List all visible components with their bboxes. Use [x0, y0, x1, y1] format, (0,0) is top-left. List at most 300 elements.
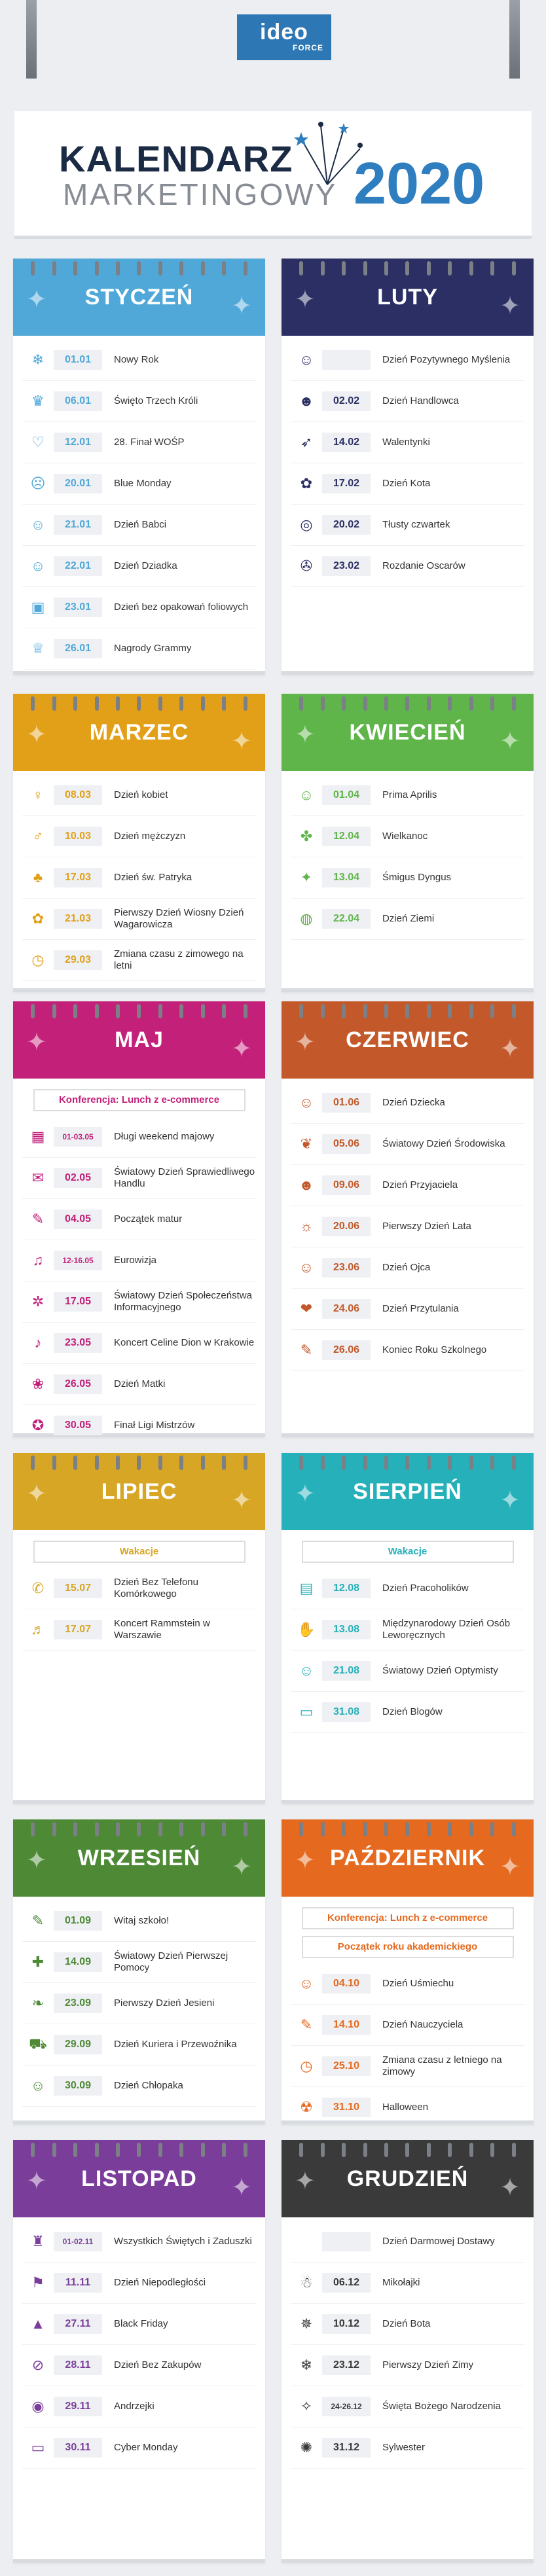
- teacher-icon: ✎: [300, 2016, 313, 2033]
- binder-ring: [52, 1822, 56, 1836]
- event-date: 28.11: [54, 2355, 102, 2375]
- event-row: [22, 1609, 256, 1651]
- event-date: 12.08: [322, 1579, 371, 1598]
- binder-rings: [282, 1822, 534, 1834]
- binder-ring: [244, 261, 247, 276]
- event-date: 26.06: [322, 1340, 371, 1360]
- event-row: [22, 775, 256, 816]
- event-label: Dzień Pozytywnego Myślenia: [382, 354, 511, 365]
- calendar-card-1: [282, 259, 534, 675]
- event-row: [22, 505, 256, 546]
- event-label: Dzień Bota: [382, 2318, 431, 2329]
- school-icon: ✎: [300, 1342, 313, 1358]
- binder-ring: [490, 1456, 494, 1470]
- decoration-icon: ✦: [295, 2168, 316, 2195]
- clock-icon: ◷: [31, 952, 45, 968]
- binder-ring: [244, 1822, 247, 1836]
- event-date: 15.07: [54, 1579, 102, 1598]
- binder-clip-left: [26, 0, 37, 79]
- binder-ring: [116, 1822, 120, 1836]
- binder-ring: [448, 261, 452, 276]
- event-label: Dzień Dziecka: [382, 1097, 445, 1108]
- event-label: Koncert Celine Dion w Krakowie: [114, 1337, 255, 1348]
- event-row: [22, 1901, 256, 1942]
- child-icon: ☺: [299, 1094, 314, 1111]
- event-date: 26.05: [54, 1374, 102, 1394]
- binder-ring: [469, 1456, 473, 1470]
- binder-ring: [384, 1456, 388, 1470]
- binder-ring: [427, 1456, 431, 1470]
- laugh-icon: ☺: [299, 787, 314, 803]
- calendar-body: [282, 2217, 534, 2475]
- event-date: 25.10: [322, 2056, 371, 2076]
- binder-ring: [222, 1004, 226, 1018]
- trophy-icon: ♕: [31, 640, 45, 656]
- event-label: Sylwester: [382, 2442, 426, 2453]
- event-row: [291, 2386, 524, 2427]
- event-label: Dzień Matki: [114, 1378, 166, 1389]
- event-row: [291, 2304, 524, 2345]
- binder-ring: [137, 1456, 141, 1470]
- binder-rings: [282, 261, 534, 273]
- event-label: Dzień Niepodległości: [114, 2277, 206, 2288]
- calendar-card-7: [282, 1453, 534, 1804]
- binder-rings: [282, 696, 534, 708]
- event-row: [291, 1330, 524, 1371]
- binder-ring: [31, 1004, 35, 1018]
- event-date: 04.05: [54, 1209, 102, 1229]
- event-label: Dzień mężczyzn: [114, 831, 186, 842]
- event-date: 09.06: [322, 1175, 371, 1195]
- logo-main-text: ideo: [260, 20, 308, 45]
- binder-ring: [222, 1456, 226, 1470]
- title-sub: MARKETINGOWY: [63, 177, 338, 211]
- shopping-bag-icon: ▲: [31, 2316, 45, 2332]
- decoration-icon: ✦: [26, 1847, 47, 1874]
- binder-ring: [512, 261, 516, 276]
- smile-icon: ☺: [299, 1975, 314, 1992]
- binder-ring: [73, 1004, 77, 1018]
- event-label: Dzień kobiet: [114, 789, 168, 800]
- binder-ring: [405, 696, 409, 711]
- title-year: 2020: [354, 151, 485, 217]
- binder-ring: [490, 1822, 494, 1836]
- event-row: [291, 1963, 524, 2005]
- event-date: 23.12: [322, 2355, 371, 2375]
- decoration-icon: ✦: [500, 728, 520, 755]
- event-date: 17.07: [54, 1620, 102, 1639]
- binder-ring: [405, 1004, 409, 1018]
- crystal-ball-icon: ◉: [31, 2398, 45, 2414]
- event-date: 23.09: [54, 1994, 102, 2013]
- decoration-icon: ✦: [295, 1480, 316, 1508]
- event-row: [291, 1206, 524, 1247]
- event-label: Andrzejki: [114, 2401, 155, 2412]
- event-label: Mikołajki: [382, 2277, 420, 2288]
- binder-ring: [116, 1456, 120, 1470]
- binder-ring: [31, 696, 35, 711]
- binder-rings: [13, 1004, 265, 1016]
- month-name: KWIECIEŃ: [349, 720, 466, 745]
- binder-ring: [116, 696, 120, 711]
- lefthand-icon: ✋: [297, 1621, 316, 1637]
- event-date: 21.08: [322, 1661, 371, 1681]
- binder-ring: [427, 2143, 431, 2157]
- binder-ring: [363, 2143, 367, 2157]
- event-row: [291, 2087, 524, 2128]
- sun-icon: ☼: [299, 1218, 314, 1234]
- fireworks-icon: ✺: [300, 2439, 313, 2456]
- binder-ring: [490, 2143, 494, 2157]
- event-label: Dzień Pracoholików: [382, 1583, 469, 1594]
- calendar-body: [13, 1530, 265, 1657]
- binder-ring: [384, 2143, 388, 2157]
- binder-ring: [363, 1004, 367, 1018]
- event-row: [291, 1165, 524, 1206]
- binder-ring: [448, 696, 452, 711]
- crown-icon: ♛: [31, 393, 45, 409]
- courier-icon: ⛟: [29, 2035, 47, 2052]
- binder-ring: [490, 261, 494, 276]
- binder-ring: [384, 261, 388, 276]
- event-row: [291, 422, 524, 463]
- event-date: 13.04: [322, 868, 371, 887]
- event-date: 12.04: [322, 827, 371, 846]
- grandma-icon: ☺: [30, 516, 46, 533]
- event-date: 29.09: [54, 2035, 102, 2054]
- binder-ring: [201, 1822, 205, 1836]
- binder-ring: [158, 696, 162, 711]
- event-date: 30.09: [54, 2076, 102, 2096]
- event-label: Finał Ligi Mistrzów: [114, 1420, 195, 1431]
- event-date: 11.11: [54, 2273, 102, 2293]
- gift-icon: ✧: [300, 2398, 313, 2414]
- event-date: 30.05: [54, 1416, 102, 1435]
- calendar-body: [282, 1079, 534, 1378]
- month-name: WRZESIEŃ: [77, 1846, 201, 1870]
- decoration-icon: ✦: [295, 286, 316, 313]
- event-label: Dzień Kota: [382, 478, 431, 489]
- binder-ring: [299, 2143, 303, 2157]
- arrow-heart-icon: ➶: [300, 434, 313, 450]
- event-row: [22, 1568, 256, 1609]
- calendar-card-5: [282, 1001, 534, 1437]
- candle-icon: ♜: [31, 2233, 45, 2249]
- event-date: 05.06: [322, 1134, 371, 1154]
- event-label: Pierwszy Dzień Jesieni: [114, 1997, 215, 2009]
- decoration-icon: ✦: [295, 1847, 316, 1874]
- binder-ring: [244, 1004, 247, 1018]
- decoration-icon: ✦: [26, 2168, 47, 2195]
- binder-ring: [31, 261, 35, 276]
- graduation-icon: ✎: [31, 1211, 45, 1227]
- decoration-icon: ✦: [26, 1029, 47, 1056]
- binder-ring: [95, 696, 99, 711]
- sad-face-icon: ☹: [30, 475, 46, 492]
- event-row: [291, 1082, 524, 1124]
- binder-ring: [448, 1456, 452, 1470]
- title-main: KALENDARZ: [59, 138, 293, 179]
- event-row: [22, 628, 256, 670]
- binder-ring: [321, 1004, 325, 1018]
- binder-ring: [448, 1822, 452, 1836]
- binder-ring: [158, 1822, 162, 1836]
- event-date: 20.01: [54, 474, 102, 493]
- event-row: [291, 1568, 524, 1609]
- event-date: 14.09: [54, 1952, 102, 1972]
- binder-ring: [342, 261, 346, 276]
- event-date: 01.01: [54, 350, 102, 370]
- event-row: [291, 899, 524, 940]
- binder-ring: [201, 696, 205, 711]
- decoration-icon: ✦: [231, 728, 252, 755]
- event-date: 31.08: [322, 1702, 371, 1722]
- donut-icon: ◎: [300, 516, 313, 533]
- event-label: Pierwszy Dzień Lata: [382, 1221, 471, 1232]
- water-gun-icon: ✦: [300, 869, 313, 885]
- binder-ring: [321, 696, 325, 711]
- binder-ring: [299, 696, 303, 711]
- event-label: Dzień Bez Zakupów: [114, 2359, 202, 2370]
- month-name: PAŹDZIERNIK: [329, 1846, 486, 1870]
- month-name: MARZEC: [89, 720, 189, 745]
- binder-ring: [384, 1004, 388, 1018]
- event-row: [291, 2005, 524, 2046]
- binder-ring: [405, 1456, 409, 1470]
- binder-ring: [201, 1456, 205, 1470]
- microphone-icon: ♪: [34, 1334, 42, 1351]
- event-date: 24-26.12: [322, 2397, 371, 2416]
- event-row: [22, 2386, 256, 2427]
- decoration-icon: ✦: [295, 1029, 316, 1056]
- event-label: Dzień Nauczyciela: [382, 2019, 464, 2030]
- event-row: [291, 1247, 524, 1289]
- calendar-header: [13, 259, 265, 336]
- event-date: 17.02: [322, 474, 371, 493]
- event-row: [22, 1281, 256, 1323]
- binder-rings: [13, 261, 265, 273]
- binder-ring: [73, 1822, 77, 1836]
- flag-icon: ⚑: [31, 2274, 45, 2291]
- event-date: 02.02: [322, 391, 371, 411]
- event-label: Dzień Uśmiechu: [382, 1978, 454, 1989]
- conference-banner: Konferencja: Lunch z e-commerce: [302, 1907, 514, 1929]
- event-label: Zmiana czasu z letniego na zimowy: [382, 2054, 502, 2077]
- event-row: [22, 1405, 256, 1446]
- calendar-header: [282, 2140, 534, 2217]
- binder-ring: [222, 1822, 226, 1836]
- calendar-body: [282, 1897, 534, 2135]
- event-row: [291, 2427, 524, 2469]
- decoration-icon: ✦: [295, 721, 316, 749]
- calendar-card-3: [282, 694, 534, 992]
- binder-ring: [342, 696, 346, 711]
- easter-basket-icon: ✤: [300, 828, 313, 844]
- decoration-icon: ✦: [231, 293, 252, 320]
- binder-ring: [363, 261, 367, 276]
- binder-ring: [137, 261, 141, 276]
- event-date: 30.11: [54, 2438, 102, 2458]
- binder-ring: [222, 696, 226, 711]
- event-label: Światowy Dzień Społeczeństwa Informacyjnego: [114, 1290, 252, 1313]
- binder-ring: [158, 261, 162, 276]
- event-row: [291, 1289, 524, 1330]
- event-label: Koncert Rammstein w Warszawie: [114, 1618, 210, 1641]
- decoration-icon: ✦: [500, 1853, 520, 1881]
- event-date: 08.03: [54, 785, 102, 805]
- binder-ring: [244, 1456, 247, 1470]
- event-date: 01.09: [54, 1911, 102, 1931]
- event-date: 26.01: [54, 639, 102, 658]
- event-row: [22, 2427, 256, 2469]
- event-label: Nowy Rok: [114, 354, 159, 365]
- calendar-header: [282, 1453, 534, 1530]
- computer-icon: ▭: [31, 2439, 45, 2456]
- event-date: 17.03: [54, 868, 102, 887]
- binder-ring: [405, 261, 409, 276]
- event-row: [22, 587, 256, 628]
- month-name: LUTY: [377, 285, 438, 310]
- decoration-icon: ✦: [500, 1035, 520, 1063]
- event-date: 01.04: [322, 785, 371, 805]
- binder-ring: [222, 261, 226, 276]
- event-label: Dzień Bez Telefonu Komórkowego: [114, 1577, 198, 1600]
- calendar-header: [13, 1001, 265, 1079]
- event-label: Zmiana czasu z zimowego na letni: [114, 948, 244, 971]
- binder-ring: [363, 1456, 367, 1470]
- binder-rings: [13, 1822, 265, 1834]
- event-date: 24.06: [322, 1299, 371, 1319]
- decoration-icon: ✦: [26, 1480, 47, 1508]
- event-date: 13.08: [322, 1620, 371, 1639]
- event-date: [322, 350, 371, 370]
- chat-icon: ✉: [31, 1170, 45, 1186]
- month-name: SIERPIEŃ: [353, 1479, 462, 1504]
- event-label: Witaj szkoło!: [114, 1915, 170, 1926]
- calendar-header: [13, 1819, 265, 1897]
- binder-ring: [384, 696, 388, 711]
- calendar-body: [282, 336, 534, 594]
- event-date: 20.06: [322, 1217, 371, 1236]
- calendar-header: [13, 1453, 265, 1530]
- calendar-card-10: [13, 2140, 265, 2563]
- event-row: [291, 1609, 524, 1651]
- event-date: 04.10: [322, 1974, 371, 1994]
- binder-ring: [31, 2143, 35, 2157]
- event-row: [22, 2304, 256, 2345]
- heart-icon: ♡: [31, 434, 45, 450]
- event-row: [291, 2263, 524, 2304]
- event-date: 10.12: [322, 2314, 371, 2334]
- binder-ring: [52, 2143, 56, 2157]
- binder-ring: [179, 696, 183, 711]
- binder-ring: [179, 261, 183, 276]
- event-row: [22, 1364, 256, 1405]
- calendar-card-2: [13, 694, 265, 992]
- month-name: GRUDZIEŃ: [346, 2166, 469, 2191]
- binder-ring: [95, 1822, 99, 1836]
- holiday-banner: Wakacje: [302, 1541, 514, 1563]
- snowflake-icon: ❄: [31, 351, 45, 368]
- optimist-icon: ☺: [299, 1662, 314, 1679]
- father-icon: ☺: [299, 1259, 314, 1276]
- binder-ring: [299, 1004, 303, 1018]
- event-row: [22, 1199, 256, 1240]
- binder-ring: [201, 1004, 205, 1018]
- clover-icon: ♣: [33, 869, 43, 885]
- event-label: Dzień Ziemi: [382, 913, 435, 924]
- event-row: [291, 463, 524, 505]
- event-label: Śmigus Dyngus: [382, 872, 452, 883]
- binder-ring: [201, 2143, 205, 2157]
- binder-ring: [299, 1822, 303, 1836]
- event-label: Dzień bez opakowań foliowych: [114, 601, 249, 613]
- binder-ring: [116, 261, 120, 276]
- binder-ring: [95, 261, 99, 276]
- academic-year-banner: Początek roku akademickiego: [302, 1936, 514, 1958]
- event-label: Światowy Dzień Środowiska: [382, 1138, 505, 1149]
- event-label: Światowy Dzień Optymisty: [382, 1665, 498, 1676]
- binder-ring: [95, 2143, 99, 2157]
- binder-ring: [73, 1456, 77, 1470]
- event-label: Światowy Dzień Sprawiedliwego Handlu: [114, 1166, 255, 1189]
- event-label: Dzień Chłopaka: [114, 2080, 183, 2091]
- binder-ring: [321, 2143, 325, 2157]
- friends-icon: ☻: [299, 1177, 314, 1193]
- event-row: [22, 381, 256, 422]
- logo-sub-text: FORCE: [293, 43, 323, 52]
- event-date: 14.10: [322, 2015, 371, 2035]
- binder-ring: [448, 2143, 452, 2157]
- decoration-icon: ✦: [26, 721, 47, 749]
- binder-ring: [158, 2143, 162, 2157]
- boy-icon: ☺: [30, 2077, 46, 2094]
- briefcase-icon: ▤: [299, 1580, 314, 1596]
- binder-ring: [427, 261, 431, 276]
- event-label: Dzień Blogów: [382, 1706, 443, 1717]
- calendar-header: [282, 259, 534, 336]
- event-row: [291, 2046, 524, 2087]
- binder-ring: [158, 1456, 162, 1470]
- binder-ring: [137, 2143, 141, 2157]
- binder-rings: [13, 696, 265, 708]
- guitar-icon: ♬: [31, 1621, 45, 1637]
- binder-ring: [512, 1822, 516, 1836]
- school-bag-icon: ✎: [31, 1912, 45, 1929]
- tree-icon: ✵: [300, 2316, 313, 2332]
- event-date: 01-02.11: [54, 2232, 102, 2251]
- calendar-card-8: [13, 1819, 265, 2124]
- month-name: LIPIEC: [101, 1479, 177, 1504]
- binder-ring: [342, 1004, 346, 1018]
- event-row: [22, 340, 256, 381]
- decoration-icon: ✦: [500, 1487, 520, 1514]
- binder-rings: [282, 2143, 534, 2155]
- binder-ring: [405, 1822, 409, 1836]
- event-row: [22, 2263, 256, 2304]
- event-row: [22, 422, 256, 463]
- binder-rings: [13, 2143, 265, 2155]
- binder-ring: [321, 1822, 325, 1836]
- binder-ring: [31, 1456, 35, 1470]
- binder-ring: [95, 1004, 99, 1018]
- leaf-icon: ❦: [300, 1136, 313, 1152]
- binder-ring: [179, 1822, 183, 1836]
- event-label: Halloween: [382, 2102, 429, 2113]
- event-label: Dzień św. Patryka: [114, 872, 192, 883]
- event-label: Wszystkich Świętych i Zaduszki: [114, 2236, 252, 2247]
- decoration-icon: ✦: [500, 293, 520, 320]
